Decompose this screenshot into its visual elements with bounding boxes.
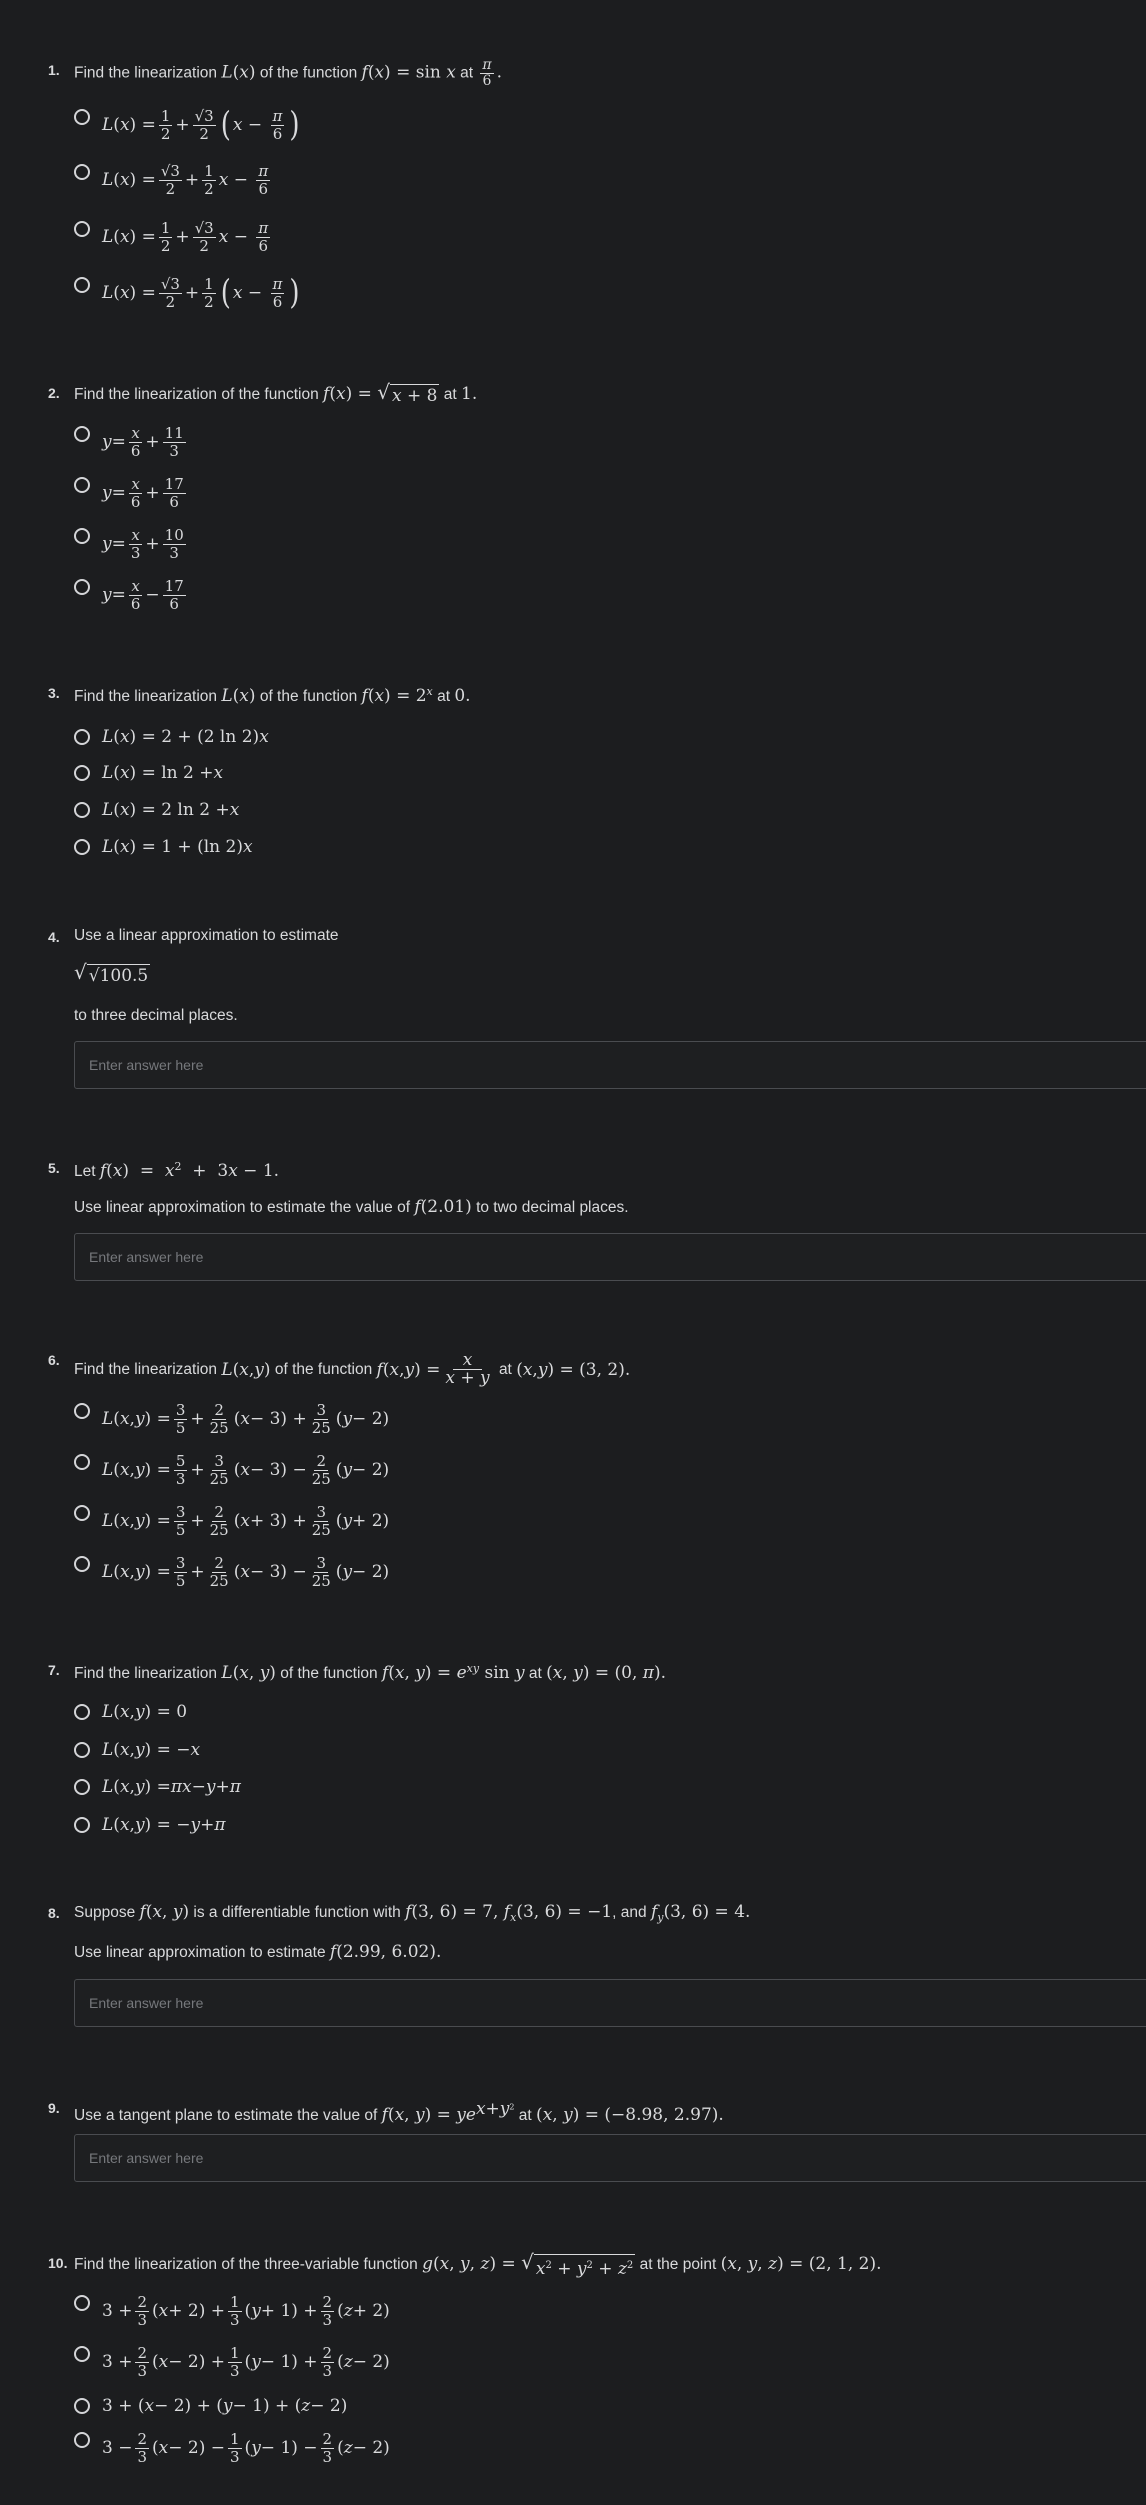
radio-button[interactable] bbox=[74, 277, 90, 293]
question-number: 6. bbox=[48, 1352, 60, 1368]
question-number: 5. bbox=[48, 1160, 60, 1176]
option-1d[interactable]: L ( x ) = $\frac{√3}{2}$ + $\frac{1}{2}$ ( x − $\frac{\pi}{6}$ ) bbox=[74, 273, 302, 313]
question-text: Find the linearization of the three-variable function g(x, y, z) = √ $x^2 + y^2 + z^2$ at the point (x, y, z) = (2, 1, 2). bbox=[74, 2250, 882, 2280]
radio-button[interactable] bbox=[74, 2346, 90, 2362]
option-7b[interactable]: L ( x , y ) = − x bbox=[74, 1730, 200, 1770]
option-3b[interactable]: L ( x ) = ln 2 + x bbox=[74, 753, 223, 793]
radical-expression: √ √100.5 bbox=[74, 960, 149, 986]
question-number: 2. bbox=[48, 385, 60, 401]
question-text: Let $f(x) = x^2 + 3x - 1$. bbox=[74, 1160, 280, 1182]
radio-button[interactable] bbox=[74, 1403, 90, 1419]
radio-button[interactable] bbox=[74, 802, 90, 818]
option-6d[interactable]: L ( x , y ) = $\frac{3}{5}$ + $\frac{2}{25}$ ( x − 3) − $\frac{3}{25}$ ( y − 2) bbox=[74, 1552, 389, 1592]
radio-button[interactable] bbox=[74, 1556, 90, 1572]
option-10c[interactable]: 3 + ( x − 2) + ( y − 1) + ( z − 2) bbox=[74, 2386, 347, 2426]
question-text: Suppose f(x, y) is a differentiable function with f(3, 6) = 7, $f_x(3$, 6) = −1, and $f_y(3$, 6) = 4. bbox=[74, 1902, 751, 1925]
radio-button[interactable] bbox=[74, 109, 90, 125]
option-7d[interactable]: L ( x , y ) = − y + π bbox=[74, 1805, 226, 1845]
radio-button[interactable] bbox=[74, 579, 90, 595]
radio-button[interactable] bbox=[74, 2432, 90, 2448]
question-text: Use a linear approximation to estimate bbox=[74, 927, 339, 944]
radio-button[interactable] bbox=[74, 426, 90, 442]
answer-input[interactable]: Enter answer here bbox=[74, 1041, 1146, 1089]
question-number: 9. bbox=[48, 2100, 60, 2116]
radio-button[interactable] bbox=[74, 765, 90, 781]
radio-button[interactable] bbox=[74, 1454, 90, 1470]
option-10b[interactable]: 3 + $\frac{2}{3}$ ( x − 2) + $\frac{1}{3}$ ( y − 1) + $\frac{2}{3}$ ( z − 2) bbox=[74, 2342, 390, 2382]
option-1c[interactable]: L ( x ) = $\frac{1}{2}$ + $\frac{√3}{2}$ x − $\frac{\pi}{6}$ bbox=[74, 217, 273, 257]
option-7a[interactable]: L ( x , y ) = 0 bbox=[74, 1692, 187, 1732]
option-2d[interactable]: y = $\frac{x}{6}$ − $\frac{17}{6}$ bbox=[74, 575, 189, 615]
option-2c[interactable]: y = $\frac{x}{3}$ + $\frac{10}{3}$ bbox=[74, 524, 189, 564]
option-3a[interactable]: L ( x ) = 2 + (2 ln 2) x bbox=[74, 717, 269, 757]
question-text-2: Use linear approximation to estimate the value of f(2.01) to two decimal places. bbox=[74, 1197, 629, 1217]
question-number: 3. bbox=[48, 685, 60, 701]
option-10d[interactable]: 3 − $\frac{2}{3}$ ( x − 2) − $\frac{1}{3}$ ( y − 1) − $\frac{2}{3}$ ( z − 2) bbox=[74, 2428, 390, 2468]
question-number: 10. bbox=[48, 2255, 68, 2271]
option-3d[interactable]: L ( x ) = 1 + (ln 2) x bbox=[74, 827, 253, 867]
radio-button[interactable] bbox=[74, 528, 90, 544]
radio-button[interactable] bbox=[74, 1779, 90, 1795]
question-text: Find the linearization L ( x , y ) of the function f ( x , y ) = $\frac{x}{x + y}$ at ( x , y ) = (3, 2). bbox=[74, 1350, 631, 1388]
question-text-2: to three decimal places. bbox=[74, 1007, 238, 1024]
option-6b[interactable]: L ( x , y ) = $\frac{5}{3}$ + $\frac{3}{25}$ ( x − 3) − $\frac{2}{25}$ ( y − 2) bbox=[74, 1450, 389, 1490]
answer-input[interactable]: Enter answer here bbox=[74, 1233, 1146, 1281]
question-number: 8. bbox=[48, 1905, 60, 1921]
option-7c[interactable]: L ( x , y ) = πx − y + π bbox=[74, 1767, 241, 1807]
question-text: Find the linearization L(x) of the function f(x) = sin x at $\frac{\pi}{6}$ . bbox=[74, 57, 503, 89]
question-text: Find the linearization of the function f(x) = √ x + 8 at 1. bbox=[74, 380, 478, 406]
option-3c[interactable]: L ( x ) = 2 ln 2 + x bbox=[74, 790, 239, 830]
answer-input[interactable]: Enter answer here bbox=[74, 2134, 1146, 2182]
question-number: 7. bbox=[48, 1662, 60, 1678]
radio-button[interactable] bbox=[74, 1505, 90, 1521]
radio-button[interactable] bbox=[74, 1742, 90, 1758]
question-text-2: Use linear approximation to estimate f(2.99, 6.02). bbox=[74, 1942, 442, 1962]
option-1b[interactable]: L ( x ) = $\frac{√3}{2}$ + $\frac{1}{2}$ x − $\frac{\pi}{6}$ bbox=[74, 160, 273, 200]
radio-button[interactable] bbox=[74, 729, 90, 745]
question-number: 4. bbox=[48, 929, 60, 945]
question-number: 1. bbox=[48, 62, 60, 78]
option-10a[interactable]: 3 + $\frac{2}{3}$ ( x + 2) + $\frac{1}{3}$ ( y + 1) + $\frac{2}{3}$ ( z + 2) bbox=[74, 2291, 390, 2331]
radio-button[interactable] bbox=[74, 2295, 90, 2311]
question-text: Find the linearization L(x, y) of the function f(x, $y) = e^{xy}$ sin y at (x, y) = (0, π). bbox=[74, 1662, 666, 1684]
option-2b[interactable]: y = $\frac{x}{6}$ + $\frac{17}{6}$ bbox=[74, 473, 189, 513]
answer-input[interactable]: Enter answer here bbox=[74, 1979, 1146, 2027]
radio-button[interactable] bbox=[74, 1704, 90, 1720]
radio-button[interactable] bbox=[74, 839, 90, 855]
radio-button[interactable] bbox=[74, 2398, 90, 2414]
radio-button[interactable] bbox=[74, 1817, 90, 1833]
radio-button[interactable] bbox=[74, 221, 90, 237]
option-1a[interactable]: L ( x ) = $\frac{1}{2}$ + $\frac{√3}{2}$ ( x − $\frac{\pi}{6}$ ) bbox=[74, 105, 302, 145]
option-2a[interactable]: y = $\frac{x}{6}$ + $\frac{11}{3}$ bbox=[74, 422, 189, 462]
radio-button[interactable] bbox=[74, 477, 90, 493]
question-text: Use a tangent plane to estimate the value of f(x, $y) = ye^{x+y^2}$ at (x, y) = (−8.98, 2.97). bbox=[74, 2098, 724, 2125]
question-text: Find the linearization L(x) of the function $f(x) = 2^x$ at 0. bbox=[74, 685, 471, 707]
option-6c[interactable]: L ( x , y ) = $\frac{3}{5}$ + $\frac{2}{25}$ ( x + 3) + $\frac{3}{25}$ ( y + 2) bbox=[74, 1501, 389, 1541]
option-6a[interactable]: L ( x , y ) = $\frac{3}{5}$ + $\frac{2}{25}$ ( x − 3) + $\frac{3}{25}$ ( y − 2) bbox=[74, 1399, 389, 1439]
radio-button[interactable] bbox=[74, 164, 90, 180]
